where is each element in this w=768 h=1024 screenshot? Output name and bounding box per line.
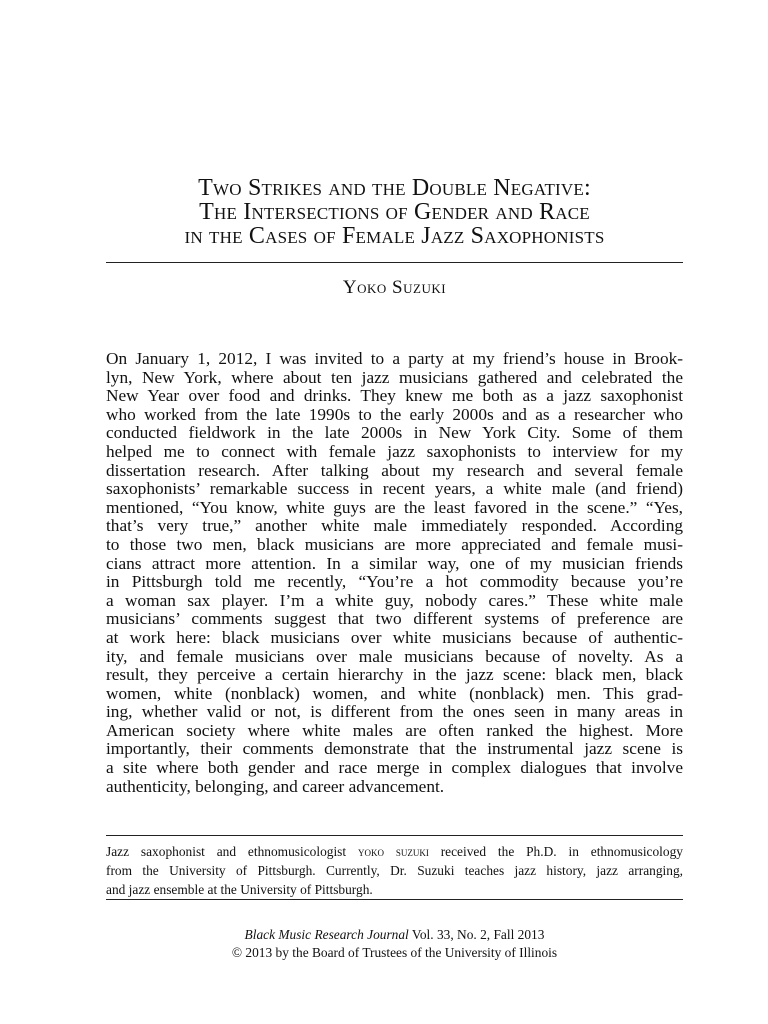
- footnote-divider-bottom: [106, 899, 683, 900]
- body-line: cians attract more attention. In a similar way, one of my musician friends: [106, 553, 683, 573]
- footnote-divider-top: [106, 835, 683, 836]
- body-line: mentioned, “You know, white guys are the least favored in the scene.” “Yes,: [106, 497, 683, 517]
- journal-citation: [106, 926, 683, 944]
- copyright-line: © 2013 by the Board of Trustees of the University of Illinois: [231, 945, 558, 960]
- body-line: ing, whether valid or not, is different from the ones seen in many areas in: [106, 702, 683, 722]
- body-line: in Pittsburgh told me recently, “You’re a hot commodity because you’re: [106, 572, 683, 592]
- body-line: result, they perceive a certain hierarchy in the jazz scene: black men, black: [106, 665, 683, 685]
- body-line: New Year over food and drinks. They knew me both as a jazz saxophonist: [106, 386, 683, 406]
- body-line: ity, and female musicians over male musicians because of novelty. As a: [106, 646, 683, 666]
- author-note-line-3: and jazz ensemble at the University of Pittsburgh.: [106, 882, 373, 897]
- body-line: conducted fieldwork in the late 2000s in New York City. Some of them: [106, 423, 683, 443]
- author-name: Yoko Suzuki: [342, 277, 447, 298]
- title-line-3: in the Cases of Female Jazz Saxophonists: [184, 223, 605, 249]
- author-note-line-1: Jazz saxophonist and ethnomusicologist yoko suzuki received the Ph.D. in ethnomusicology: [106, 844, 683, 859]
- body-line: women, white (nonblack) women, and white (nonblack) men. This grad-: [106, 683, 683, 703]
- body-line: to those two men, black musicians are more appreciated and female musi-: [106, 534, 683, 554]
- body-line: a woman sax player. I’m a white guy, nobody cares.” These white male: [106, 590, 683, 610]
- journal-issue: Vol. 33, No. 2, Fall 2013: [408, 927, 545, 942]
- body-line: a site where both gender and race merge in complex dialogues that involve: [106, 758, 683, 778]
- body-line: at work here: black musicians over white musicians because of authentic-: [106, 627, 683, 647]
- article-title: [106, 176, 683, 248]
- body-line: who worked from the late 1990s to the early 2000s and as a researcher who: [106, 404, 683, 424]
- body-line: saxophonists’ remarkable success in recent years, a white male (and friend): [106, 479, 683, 499]
- body-line: dissertation research. After talking about my research and several female: [106, 460, 683, 480]
- body-line: that’s very true,” another white male immediately responded. According: [106, 516, 683, 536]
- body-line: musicians’ comments suggest that two different systems of preference are: [106, 609, 683, 629]
- title-line-1: Two Strikes and the Double Negative:: [198, 175, 591, 201]
- body-line: authenticity, belonging, and career advancement.: [106, 776, 445, 796]
- body-paragraph: [106, 350, 683, 796]
- author-note-name: yoko suzuki: [357, 844, 429, 859]
- journal-footer: [106, 926, 683, 962]
- title-divider: [106, 262, 683, 263]
- body-line: importantly, their comments demonstrate that the instrumental jazz scene is: [106, 739, 683, 759]
- body-line: helped me to connect with female jazz saxophonists to interview for my: [106, 441, 683, 461]
- body-line: American society where white males are often ranked the highest. More: [106, 720, 683, 740]
- body-line: lyn, New York, where about ten jazz musicians gathered and celebrated the: [106, 367, 683, 387]
- journal-name: Black Music Research Journal: [244, 927, 409, 942]
- body-line: On January 1, 2012, I was invited to a party at my friend’s house in Brook-: [106, 349, 683, 368]
- author-note-line-2: from the University of Pittsburgh. Currently, Dr. Suzuki teaches jazz history, jazz arranging,: [106, 863, 683, 878]
- title-line-2: The Intersections of Gender and Race: [199, 199, 590, 225]
- author-note: [106, 842, 683, 899]
